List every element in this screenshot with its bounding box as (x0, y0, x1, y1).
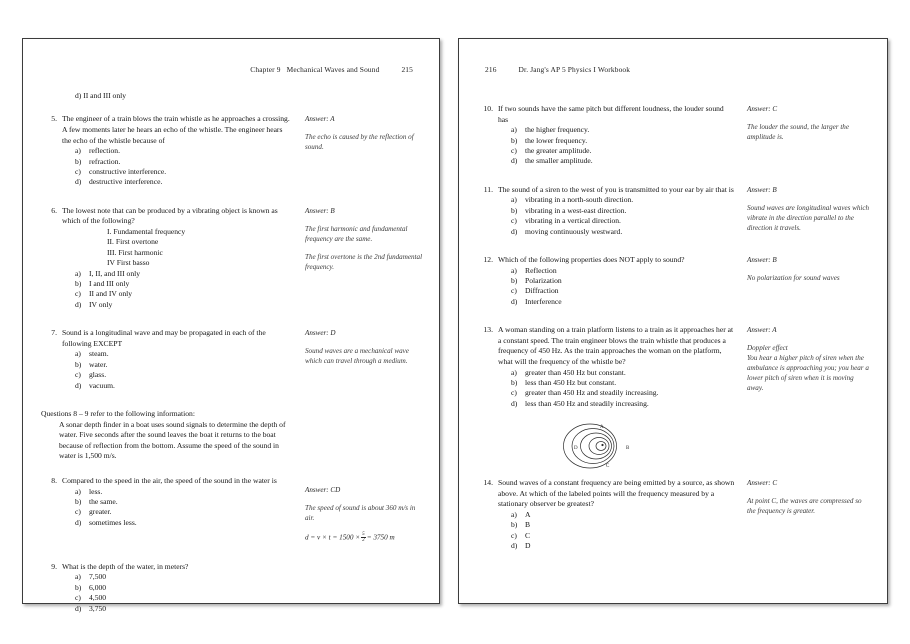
choice-text: greater. (89, 507, 112, 517)
choice-text: refraction. (89, 156, 121, 166)
choice-text: the greater amplitude. (525, 146, 592, 155)
choice-label: a) (511, 125, 517, 135)
list-item (41, 381, 293, 391)
choice-text: 4,500 (89, 593, 107, 603)
list-item (41, 593, 293, 603)
list-item (477, 286, 735, 296)
answer-label: Answer: B (305, 206, 335, 215)
choice-label: b) (511, 520, 518, 530)
choice-label: d) (75, 177, 82, 187)
list-item (41, 360, 293, 370)
choice-text: D (525, 541, 531, 551)
list-item (477, 227, 735, 237)
choice-text: I and III only (89, 279, 130, 289)
choice-label: b) (75, 359, 82, 369)
list-item (41, 167, 293, 177)
passage-questions-8-9 (41, 409, 423, 462)
question-stem: Which of the following properties does NOT apply to sound? (498, 255, 685, 265)
running-head-right (485, 65, 630, 74)
answer-label: Answer: CD (305, 486, 341, 495)
answer-equation (305, 532, 423, 544)
equation-rhs: = 3750 m (366, 533, 395, 542)
question-6 (41, 206, 423, 310)
choice-list (41, 146, 293, 188)
choice-label: d) (75, 517, 82, 527)
choice-label: d) (511, 156, 518, 166)
roman-list (41, 227, 293, 269)
question-stem: The lowest note that can be produced by a vibrating object is known as which of the following? (62, 205, 278, 226)
question-11 (477, 185, 871, 237)
choice-text: greater than 450 Hz and steadily increasing. (525, 388, 659, 398)
choice-label: b) (511, 378, 518, 388)
figure-wave-fronts (477, 418, 871, 474)
question-7 (41, 328, 423, 391)
list-item (41, 507, 293, 517)
choice-label: b) (511, 205, 518, 215)
answer-label: Answer: C (747, 479, 778, 488)
choice-list (477, 368, 735, 410)
point-label-d: D (574, 446, 578, 452)
running-head-left (250, 65, 413, 74)
fraction (361, 532, 366, 544)
choice-text: 3,750 (89, 603, 107, 613)
passage-lead: Questions 8 – 9 refer to the following information: (41, 409, 195, 419)
choice-label: a) (75, 486, 81, 496)
list-item (41, 177, 293, 187)
question-13 (477, 325, 871, 409)
choice-text: steam. (89, 349, 109, 359)
choice-text: Interference (525, 296, 562, 306)
wave-fronts-diagram (565, 418, 643, 474)
page-right (458, 38, 888, 604)
choice-text: I, II, and III only (89, 268, 141, 278)
list-item (477, 520, 735, 530)
answer-note: Sound waves are a mechanical wave which can travel through a medium. (305, 347, 409, 366)
answer-note: The speed of sound is about 360 m/s in air. (305, 504, 416, 523)
choice-label: c) (75, 370, 81, 380)
choice-list (41, 269, 293, 311)
list-item (41, 518, 293, 528)
orphan-choice-list (41, 91, 423, 101)
choice-label: b) (75, 497, 82, 507)
question-10 (477, 104, 871, 167)
answer-note: Sound waves are longitudinal waves which vibrate in the direction parallel to the direction it travels. (747, 203, 870, 232)
choice-list (477, 195, 735, 237)
choice-text: B (525, 520, 531, 530)
choice-label: a) (75, 268, 81, 278)
page-folio-right: 216 (485, 65, 497, 74)
choice-text: vibrating in a west-east direction. (525, 205, 627, 215)
question-stem: The engineer of a train blows the train whistle as he approaches a crossing. A few moments later he hears an echo of the whistle. The engineer hears the echo of the whistle because of (62, 114, 290, 145)
choice-text: constructive interference. (89, 167, 167, 176)
choice-text: Reflection (525, 265, 557, 275)
question-number: 7. (51, 328, 57, 338)
question-stem: If two sounds have the same pitch but different loudness, the louder sound has (498, 104, 724, 124)
point-label-a: A (600, 425, 604, 431)
choice-label: a) (511, 367, 517, 377)
choice-text: moving continuously westward. (525, 226, 623, 236)
list-item (41, 269, 293, 279)
choice-text: less than 450 Hz and steadily increasing. (525, 398, 649, 408)
answer-label: Answer: A (305, 115, 335, 124)
choice-text: greater than 450 Hz but constant. (525, 367, 626, 377)
choice-text: glass. (89, 370, 107, 380)
choice-text: vibrating in a north-south direction. (525, 195, 634, 205)
list-item (477, 541, 735, 551)
question-number: 14. (483, 478, 493, 488)
choice-label: a) (511, 265, 517, 275)
list-item (477, 136, 735, 146)
right-page-content (459, 91, 887, 561)
list-item (41, 157, 293, 167)
choice-text: 6,000 (89, 582, 107, 592)
list-item (477, 125, 735, 135)
answer-note: Doppler effect (747, 344, 788, 353)
choice-text: the same. (89, 497, 118, 507)
answer-note: The echo is caused by the reflection of sound. (305, 133, 414, 152)
list-item (477, 266, 735, 276)
answer-label: Answer: D (305, 329, 336, 338)
list-item (41, 91, 423, 101)
equation-lhs: d = v × t = 1500 × (305, 533, 361, 542)
list-item (477, 297, 735, 307)
choice-label: d) (511, 398, 518, 408)
list-item (477, 531, 735, 541)
source-point (601, 444, 603, 446)
list-item (477, 368, 735, 378)
choice-label: d) (511, 541, 518, 551)
list-item (477, 216, 735, 226)
question-number: 11. (483, 184, 493, 194)
question-stem: Sound is a longitudinal wave and may be propagated in each of the following EXCEPT (62, 328, 266, 348)
choice-text: water. (89, 359, 108, 369)
passage-body: A sonar depth finder in a boat uses sound signals to determine the depth of water. Five seconds after the sound leaves the boat it returns to the boat because of reflection from the bottom. Assume the speed of the sound in water is 1,500 m/s. (59, 419, 286, 461)
question-number: 5. (51, 114, 57, 124)
question-12 (477, 255, 871, 307)
choice-label: d) (75, 380, 82, 390)
answer-label: Answer: C (747, 105, 778, 113)
choice-list (41, 572, 293, 614)
choice-text: less. (89, 486, 103, 496)
point-label-c: C (606, 464, 610, 470)
choice-text: reflection. (89, 146, 120, 156)
left-page-content (23, 91, 439, 623)
choice-label: b) (511, 135, 518, 145)
list-item (477, 146, 735, 156)
choice-text: sometimes less. (89, 517, 137, 527)
choice-label: d) (511, 296, 518, 306)
choice-label: b) (511, 276, 518, 286)
choice-text: the smaller amplitude. (525, 156, 593, 166)
fraction-numerator: 5 (362, 530, 365, 537)
list-item (477, 378, 735, 388)
list-item (41, 583, 293, 593)
list-item (41, 370, 293, 380)
list-item (477, 156, 735, 166)
choice-label: c) (75, 167, 81, 176)
list-item (41, 300, 293, 310)
choice-label: c) (511, 216, 517, 226)
answer-note: The first overtone is the 2nd fundamental frequency. (305, 252, 423, 271)
choice-label: d) (75, 299, 82, 309)
question-5 (41, 114, 423, 187)
choice-text: A (525, 510, 531, 520)
list-item (41, 146, 293, 156)
list-item: I. Fundamental frequency (107, 227, 186, 236)
list-item: II. First overtone (107, 237, 159, 247)
list-item (477, 276, 735, 286)
answer-note: The louder the sound, the larger the amplitude is. (747, 123, 849, 141)
list-item (41, 604, 293, 614)
question-number: 12. (483, 255, 493, 265)
choice-text: C (525, 530, 531, 540)
choice-list (477, 125, 735, 167)
list-item (41, 349, 293, 359)
point-label-b: B (626, 446, 630, 452)
choice-text: Diffraction (525, 286, 559, 296)
answer-label: Answer: B (747, 185, 777, 194)
list-item: III. First harmonic (107, 247, 163, 257)
choice-label: c) (75, 507, 81, 517)
answer-note: No polarization for sound waves (747, 274, 840, 283)
answer-note: At point C, the waves are compressed so the frequency is greater. (747, 497, 862, 516)
choice-list (477, 510, 735, 552)
question-number: 10. (483, 104, 493, 113)
list-item: IV First basso (107, 258, 150, 268)
choice-label: a) (511, 195, 517, 205)
choice-text: 7,500 (89, 572, 107, 582)
question-number: 8. (51, 476, 57, 486)
list-item (477, 388, 735, 398)
list-item (41, 279, 293, 289)
choice-list (477, 266, 735, 308)
choice-text: the higher frequency. (525, 125, 590, 135)
choice-label: c) (75, 289, 81, 299)
page-left (22, 38, 440, 613)
choice-label: c) (511, 146, 517, 155)
question-stem: Sound waves of a constant frequency are being emitted by a source, as shown above. At which of the labeled points will the frequency measured by a stationary observer be greatest? (498, 478, 735, 509)
question-number: 13. (483, 325, 493, 335)
list-item (41, 487, 293, 497)
list-item (41, 497, 293, 507)
fraction-denominator: 2 (362, 536, 365, 543)
choice-label: c) (511, 530, 517, 540)
list-item (41, 289, 293, 299)
choice-label: d) (75, 603, 82, 613)
question-number: 6. (51, 205, 57, 215)
question-stem: Compared to the speed in the air, the speed of the sound in the water is (62, 476, 277, 486)
list-item (477, 399, 735, 409)
list-item (477, 206, 735, 216)
choice-label: a) (75, 146, 81, 156)
choice-text: vacuum. (89, 380, 115, 390)
choice-label: c) (75, 593, 81, 603)
answer-label: Answer: B (747, 256, 777, 265)
choice-label: b) (75, 279, 82, 289)
question-stem: The sound of a siren to the west of you is transmitted to your ear by air that is (498, 184, 734, 194)
answer-note: You hear a higher pitch of siren when the ambulance is approaching you; you hear a lower pitch of siren when it is moving away. (747, 354, 869, 393)
choice-label: a) (75, 572, 81, 582)
choice-list (41, 349, 293, 391)
choice-text: Polarization (525, 276, 562, 286)
choice-text: the lower frequency. (525, 135, 588, 145)
running-head-chapter: Chapter 9 (250, 65, 281, 74)
choice-list (41, 487, 293, 529)
choice-text: destructive interference. (89, 177, 163, 187)
choice-label: b) (75, 582, 82, 592)
question-number: 9. (51, 561, 57, 571)
choice-label: b) (75, 156, 82, 166)
answer-note: The first harmonic and fundamental frequency are the same. (305, 224, 408, 243)
choice-text: less than 450 Hz but constant. (525, 378, 617, 388)
question-stem: A woman standing on a train platform listens to a train as it approaches her at a constant speed. The train engineer blows the train whistle that produces a frequency of 450 Hz. As the train approaches the woman on the platform, what will the frequency of the whistle be? (498, 325, 734, 367)
question-8 (41, 476, 423, 544)
question-9 (41, 562, 423, 614)
running-head-title: Mechanical Waves and Sound (286, 65, 380, 74)
choice-text: vibrating in a vertical direction. (525, 216, 621, 226)
orphan-choice-text: d) II and III only (75, 91, 127, 100)
page-folio-left: 215 (401, 65, 413, 74)
question-14 (477, 478, 871, 551)
question-stem: What is the depth of the water, in meters? (62, 561, 189, 571)
choice-text: II and IV only (89, 289, 133, 299)
book-title: Dr. Jang's AP 5 Physics I Workbook (518, 65, 631, 74)
choice-text: IV only (89, 299, 113, 309)
list-item (477, 510, 735, 520)
choice-label: a) (75, 349, 81, 359)
choice-label: c) (511, 388, 517, 398)
answer-label: Answer: A (747, 326, 777, 335)
choice-label: a) (511, 510, 517, 520)
choice-label: d) (511, 226, 518, 236)
choice-label: c) (511, 286, 517, 296)
list-item (477, 195, 735, 205)
list-item (41, 572, 293, 582)
